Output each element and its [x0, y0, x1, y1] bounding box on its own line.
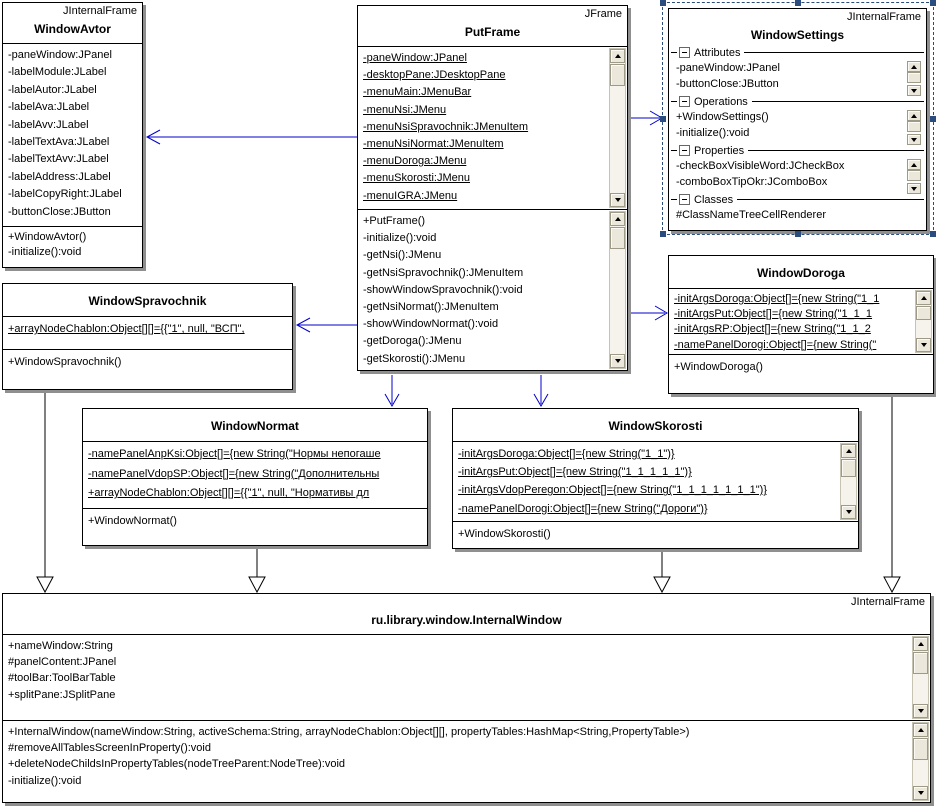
- scrollbar[interactable]: [912, 722, 929, 801]
- scrollbar-track[interactable]: [916, 320, 931, 338]
- scrollbar[interactable]: [907, 159, 921, 194]
- attribute-row[interactable]: -desktopPane:JDesktopPane: [363, 69, 506, 82]
- operation-row[interactable]: -getSkorosti():JMenu: [363, 352, 466, 365]
- operations-compartment: [3, 720, 930, 802]
- arrow-up-icon: [911, 114, 917, 118]
- scrollbar[interactable]: [609, 211, 626, 369]
- selection-handle[interactable]: [660, 116, 666, 122]
- scrollbar[interactable]: [840, 443, 857, 520]
- scrollbar-thumb[interactable]: [913, 652, 928, 674]
- attribute-row[interactable]: -buttonClose:JButton: [676, 77, 779, 90]
- class-node-windownormat[interactable]: [82, 408, 428, 546]
- attribute-row[interactable]: #panelContent:JPanel: [8, 656, 117, 669]
- scrollbar-up-button[interactable]: [913, 723, 928, 737]
- arrow-up-icon: [918, 642, 924, 646]
- attribute-row[interactable]: -paneWindow:JPanel: [363, 52, 467, 64]
- property-row[interactable]: -comboBoxTipOkr:JComboBox: [676, 175, 828, 188]
- property-row[interactable]: -checkBoxVisibleWord:JCheckBox: [676, 160, 845, 172]
- operation-row[interactable]: +InternalWindow(nameWindow:String, activeSchema:String, arrayNodeChablon:Object[][], propertyTables:HashMap<String,PropertyTable>): [8, 726, 690, 738]
- attribute-row[interactable]: +arrayNodeChablon:Object[][]={{"1", null, "Нормативы дл: [88, 487, 370, 499]
- rule-line: [748, 150, 924, 151]
- operation-row[interactable]: -getNsiNormat():JMenuItem: [363, 301, 499, 314]
- scrollbar-up-button[interactable]: [916, 291, 931, 305]
- class-name: WindowSettings: [750, 28, 845, 42]
- operation-row[interactable]: #removeAllTablesScreenInProperty():void: [8, 742, 211, 755]
- class-node-windowskorosti[interactable]: [452, 408, 859, 549]
- arrow-up-icon: [615, 54, 621, 58]
- operations-compartment: [669, 354, 933, 393]
- attribute-row[interactable]: -buttonClose:JButton: [8, 205, 111, 218]
- operation-row[interactable]: -getNsiSpravochnik():JMenuItem: [363, 266, 524, 279]
- scrollbar-up-button[interactable]: [841, 444, 856, 458]
- arrow-up-icon: [846, 449, 852, 453]
- rule-line: [752, 101, 924, 102]
- generalization-windownormat-to-internalwindow[interactable]: [249, 549, 265, 592]
- scrollbar-up-button[interactable]: [907, 159, 921, 170]
- scrollbar-thumb[interactable]: [610, 64, 625, 86]
- class-node-windowsettings[interactable]: [668, 8, 927, 231]
- class-row[interactable]: #ClassNameTreeCellRenderer: [676, 209, 826, 221]
- scrollbar[interactable]: [907, 110, 921, 145]
- scrollbar-up-button[interactable]: [610, 212, 625, 226]
- class-node-putframe[interactable]: [357, 5, 628, 371]
- arrow-up-icon: [911, 163, 917, 167]
- collapse-icon[interactable]: [679, 194, 690, 205]
- rule-line: [671, 101, 677, 102]
- scrollbar-thumb[interactable]: [907, 121, 921, 132]
- rule-line: [737, 199, 924, 200]
- scrollbar-thumb[interactable]: [907, 170, 921, 181]
- scrollbar-thumb[interactable]: [610, 227, 625, 249]
- rule-line: [744, 52, 924, 53]
- attribute-row[interactable]: -labelAva:JLabel: [8, 101, 90, 114]
- compartment-header-attributes: [671, 46, 924, 59]
- association-putframe-to-windowspravochnik[interactable]: [297, 318, 357, 332]
- attribute-row[interactable]: -namePanelVdopSP:Object[]={new String("Дополнительны: [88, 467, 380, 480]
- operation-row[interactable]: +WindowSpravochnik(): [8, 356, 122, 368]
- operation-row[interactable]: -initialize():void: [363, 232, 437, 245]
- scrollbar-track[interactable]: [913, 674, 928, 704]
- attribute-row[interactable]: -labelAddress:JLabel: [8, 170, 111, 183]
- properties-compartment: [671, 158, 924, 192]
- arrow-up-icon: [615, 217, 621, 221]
- compartment-label: Classes: [694, 193, 734, 206]
- class-node-windowavtor[interactable]: [2, 2, 143, 268]
- arrow-up-icon: [911, 65, 917, 69]
- selection-handle[interactable]: [795, 0, 801, 6]
- attributes-compartment: [83, 441, 427, 508]
- scrollbar-up-button[interactable]: [913, 637, 928, 651]
- scrollbar[interactable]: [915, 290, 932, 353]
- scrollbar-up-button[interactable]: [610, 49, 625, 63]
- compartment-header-classes: [671, 193, 924, 206]
- selection-handle[interactable]: [930, 231, 936, 237]
- rule-line: [671, 52, 677, 53]
- scrollbar[interactable]: [912, 636, 929, 719]
- generalization-windowdoroga-to-internalwindow[interactable]: [884, 397, 900, 592]
- selection-handle[interactable]: [930, 116, 936, 122]
- attribute-row[interactable]: -namePanelDorogi:Object[]={new String(": [674, 338, 877, 351]
- class-node-internalwindow[interactable]: [2, 593, 931, 803]
- attribute-row[interactable]: -menuIGRA:JMenu: [363, 189, 458, 202]
- attribute-row[interactable]: -labelModule:JLabel: [8, 66, 107, 79]
- attribute-row[interactable]: -menuNsiSpravochnik:JMenuItem: [363, 120, 529, 133]
- arrow-down-icon: [911, 89, 917, 93]
- operations-compartment: [358, 209, 627, 370]
- attributes-compartment: [3, 634, 930, 720]
- class-name: PutFrame: [464, 25, 521, 39]
- scrollbar-track[interactable]: [913, 760, 928, 786]
- selection-handle[interactable]: [795, 231, 801, 237]
- operation-row[interactable]: -showWindowNormat():void: [363, 318, 499, 331]
- class-name: WindowAvtor: [34, 22, 111, 36]
- attribute-row[interactable]: -initArgsDoroga:Object[]={new String("1_1")}: [458, 448, 675, 460]
- attribute-row[interactable]: +nameWindow:String: [8, 640, 113, 652]
- arrow-down-icon: [846, 510, 852, 514]
- operations-compartment: [671, 109, 924, 143]
- association-putframe-to-windowsettings[interactable]: [631, 111, 662, 125]
- rule-line: [671, 199, 677, 200]
- scrollbar-up-button[interactable]: [907, 110, 921, 121]
- arrow-up-icon: [921, 296, 927, 300]
- scrollbar-down-button[interactable]: [913, 704, 928, 718]
- attribute-row[interactable]: -menuDoroga:JMenu: [363, 155, 467, 168]
- scrollbar-up-button[interactable]: [907, 61, 921, 72]
- generalization-windowskorosti-to-internalwindow[interactable]: [654, 552, 670, 592]
- attribute-row[interactable]: -labelAvv:JLabel: [8, 118, 89, 131]
- stereotype-label: JInternalFrame: [63, 5, 137, 17]
- scrollbar-down-button[interactable]: [841, 505, 856, 519]
- arrow-up-icon: [918, 728, 924, 732]
- attribute-row[interactable]: -namePanelAnpKsi:Object[]={new String("Нормы непогаше: [88, 448, 381, 460]
- association-putframe-to-windownormat[interactable]: [385, 375, 399, 406]
- rule-line: [671, 150, 677, 151]
- scrollbar-down-button[interactable]: [610, 354, 625, 368]
- arrow-down-icon: [921, 343, 927, 347]
- attribute-row[interactable]: -paneWindow:JPanel: [8, 49, 112, 61]
- scrollbar-down-button[interactable]: [610, 193, 625, 207]
- compartment-header-properties: [671, 144, 924, 157]
- scrollbar-thumb[interactable]: [907, 72, 921, 83]
- attribute-row[interactable]: +splitPane:JSplitPane: [8, 688, 116, 701]
- attributes-compartment: [3, 316, 292, 349]
- class-node-windowspravochnik[interactable]: [2, 283, 293, 390]
- association-putframe-to-windowskorosti[interactable]: [534, 375, 548, 406]
- scrollbar-thumb[interactable]: [913, 738, 928, 760]
- compartment-label: Operations: [694, 95, 748, 108]
- operation-row[interactable]: +deleteNodeChildsInPropertyTables(nodeTreeParent:NodeTree):void: [8, 758, 346, 771]
- operations-compartment: [453, 521, 858, 548]
- attribute-row[interactable]: -namePanelDorogi:Object[]={new String("Дороги")}: [458, 502, 708, 515]
- compartment-label: Attributes: [694, 46, 741, 59]
- selection-handle[interactable]: [660, 231, 666, 237]
- attributes-compartment: [669, 288, 933, 354]
- stereotype-label: JInternalFrame: [851, 596, 925, 608]
- arrow-down-icon: [918, 709, 924, 713]
- attribute-row[interactable]: -initArgsVdopPeregon:Object[]={new String("1_1_1_1_1_1_1")}: [458, 484, 767, 497]
- class-name: WindowSkorosti: [608, 419, 703, 433]
- arrow-down-icon: [911, 138, 917, 142]
- arrow-down-icon: [918, 791, 924, 795]
- scrollbar-down-button[interactable]: [916, 338, 931, 352]
- operation-row[interactable]: -getDoroga():JMenu: [363, 335, 462, 348]
- selection-handle[interactable]: [930, 0, 936, 6]
- class-name: WindowNormat: [211, 419, 299, 433]
- association-putframe-to-windowdoroga[interactable]: [631, 306, 667, 320]
- collapse-icon[interactable]: [679, 47, 690, 58]
- operations-compartment: [3, 226, 142, 267]
- attribute-row[interactable]: -labelAutor:JLabel: [8, 83, 97, 96]
- operation-row[interactable]: -initialize():void: [676, 126, 750, 139]
- attribute-row[interactable]: -paneWindow:JPanel: [676, 62, 780, 74]
- operation-row[interactable]: -initialize():void: [8, 774, 82, 787]
- generalization-windowspravochnik-to-internalwindow[interactable]: [37, 393, 53, 592]
- attributes-compartment: [453, 441, 858, 521]
- operation-row[interactable]: -getNsi():JMenu: [363, 249, 442, 262]
- scrollbar-thumb[interactable]: [916, 306, 931, 320]
- class-name: WindowDoroga: [757, 266, 845, 280]
- scrollbar-down-button[interactable]: [907, 134, 921, 145]
- scrollbar-track[interactable]: [610, 249, 625, 354]
- class-node-windowdoroga[interactable]: [668, 255, 934, 394]
- attributes-compartment: [358, 46, 627, 209]
- operation-row[interactable]: -initialize():void: [8, 246, 82, 258]
- association-putframe-to-windowavtor[interactable]: [147, 130, 357, 144]
- compartment-header-operations: [671, 95, 924, 108]
- attribute-row[interactable]: -labelCopyRight:JLabel: [8, 188, 122, 201]
- attribute-row[interactable]: -initArgsRP:Object[]={new String("1_1_2: [674, 323, 871, 336]
- stereotype-label: JFrame: [584, 8, 622, 20]
- attribute-row[interactable]: -menuNsiNormat:JMenuItem: [363, 138, 504, 151]
- scrollbar-down-button[interactable]: [907, 85, 921, 96]
- attribute-row[interactable]: -initArgsDoroga:Object[]={new String("1_1: [674, 293, 880, 305]
- classes-compartment: [671, 207, 924, 226]
- selection-handle[interactable]: [660, 0, 666, 6]
- collapse-icon[interactable]: [679, 96, 690, 107]
- arrow-down-icon: [615, 359, 621, 363]
- attribute-row[interactable]: -initArgsPut:Object[]={new String("1_1_1: [674, 308, 873, 321]
- scrollbar-track[interactable]: [841, 477, 856, 505]
- attribute-row[interactable]: -menuNsi:JMenu: [363, 103, 447, 116]
- attributes-compartment: [3, 43, 142, 226]
- arrow-down-icon: [911, 187, 917, 191]
- operation-row[interactable]: -showWindowSpravochnik():void: [363, 283, 523, 296]
- stereotype-label: JInternalFrame: [847, 11, 921, 23]
- operation-row[interactable]: +WindowDoroga(): [674, 361, 763, 373]
- attribute-row[interactable]: +arrayNodeChablon:Object[][]={{"1", null, "ВСП",: [8, 323, 245, 335]
- attribute-row[interactable]: -labelTextAvv:JLabel: [8, 153, 109, 166]
- operation-row[interactable]: +WindowNormat(): [88, 515, 177, 527]
- arrow-down-icon: [615, 198, 621, 202]
- attribute-row[interactable]: #toolBar:ToolBarTable: [8, 672, 116, 685]
- class-name: WindowSpravochnik: [88, 294, 207, 308]
- compartment-label: Properties: [694, 144, 745, 157]
- attribute-row[interactable]: -labelTextAva:JLabel: [8, 136, 110, 149]
- scrollbar-thumb[interactable]: [841, 459, 856, 477]
- collapse-icon[interactable]: [679, 145, 690, 156]
- attribute-row[interactable]: -initArgsPut:Object[]={new String("1_1_1_1_1")}: [458, 466, 692, 479]
- scrollbar-down-button[interactable]: [907, 183, 921, 194]
- operation-row[interactable]: +WindowSettings(): [676, 111, 769, 123]
- operations-compartment: [3, 349, 292, 389]
- attribute-row[interactable]: -menuMain:JMenuBar: [363, 86, 472, 99]
- scrollbar[interactable]: [609, 48, 626, 208]
- scrollbar[interactable]: [907, 61, 921, 96]
- attribute-row[interactable]: -menuSkorosti:JMenu: [363, 172, 470, 185]
- class-name: ru.library.window.InternalWindow: [371, 613, 562, 627]
- operation-row[interactable]: +WindowAvtor(): [8, 231, 87, 243]
- scrollbar-track[interactable]: [610, 86, 625, 193]
- scrollbar-down-button[interactable]: [913, 786, 928, 800]
- operation-row[interactable]: +PutFrame(): [363, 215, 426, 227]
- attributes-compartment: [671, 60, 924, 94]
- operation-row[interactable]: +WindowSkorosti(): [458, 528, 551, 540]
- operations-compartment: [83, 508, 427, 545]
